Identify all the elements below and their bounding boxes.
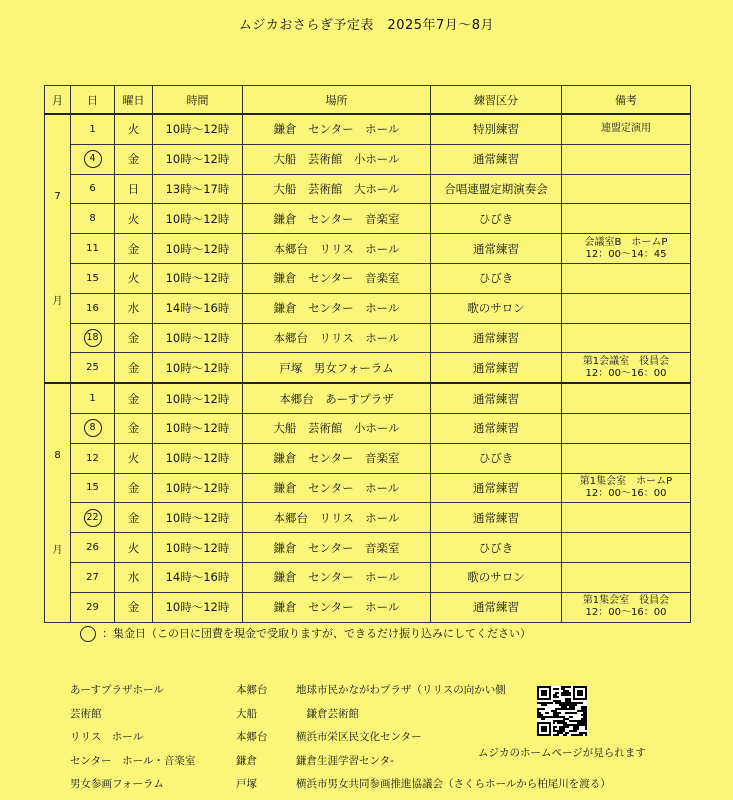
day-cell	[71, 293, 115, 323]
type-cell: 通常練習	[431, 234, 562, 264]
day-cell	[71, 383, 115, 413]
header-month: 月	[45, 86, 71, 115]
place-cell: 鎌倉 センター 音楽室	[243, 533, 431, 563]
table-row	[45, 323, 691, 353]
venue-address: 地球市民かながわプラザ（リリスの向かい側	[296, 684, 506, 696]
table-row	[45, 413, 691, 443]
place-cell: 鎌倉 センター ホール	[243, 293, 431, 323]
weekday-cell: 火	[115, 533, 153, 563]
weekday-cell: 金	[115, 353, 153, 383]
time-cell: 13時～17時	[153, 174, 243, 204]
place-cell: 戸塚 男女フォーラム	[243, 353, 431, 383]
note-cell	[562, 383, 691, 413]
weekday-cell: 金	[115, 144, 153, 174]
day-number: 8	[89, 213, 96, 225]
table-row	[45, 562, 691, 592]
note-line: 第1会議室 役員会	[582, 355, 670, 367]
note-cell	[562, 592, 691, 622]
note-cell	[562, 473, 691, 503]
type-cell: 通常練習	[431, 383, 562, 413]
type-cell: ひびき	[431, 533, 562, 563]
venue-name: 芸術館	[70, 707, 102, 720]
weekday-cell: 金	[115, 234, 153, 264]
venue-name: センター ホール・音楽室	[70, 754, 196, 767]
venue-name: 男女参画フォーラム	[70, 778, 164, 790]
note-cell	[562, 204, 691, 234]
note-cell	[562, 263, 691, 293]
month-unit: 月	[52, 544, 63, 556]
day-cell	[71, 234, 115, 264]
day-number: 27	[86, 571, 99, 583]
weekday-cell: 金	[115, 383, 153, 413]
collection-day-circle-icon	[80, 626, 96, 642]
place-cell: 本郷台 リリス ホール	[243, 323, 431, 353]
day-number: 15	[86, 482, 99, 494]
venue-address: 鎌倉芸術館	[296, 707, 359, 720]
type-cell: 歌のサロン	[431, 293, 562, 323]
day-circled: 18	[84, 329, 102, 347]
place-cell: 本郷台 リリス ホール	[243, 234, 431, 264]
venue-area: 本郷台	[236, 684, 268, 696]
header-place: 場所	[243, 86, 431, 115]
table-row	[45, 144, 691, 174]
type-cell: ひびき	[431, 263, 562, 293]
note-cell	[562, 413, 691, 443]
table-row	[45, 503, 691, 533]
place-cell: 鎌倉 センター 音楽室	[243, 263, 431, 293]
schedule-table	[44, 85, 691, 623]
type-cell: 通常練習	[431, 323, 562, 353]
weekday-cell: 水	[115, 293, 153, 323]
day-cell	[71, 353, 115, 383]
venue-address: 鎌倉生涯学習センタ-	[296, 754, 394, 767]
legend-text: ：集金日（この日に団費を現金で受取りますが、できるだけ振り込みにしてください）	[102, 627, 531, 640]
type-cell: ひびき	[431, 204, 562, 234]
weekday-cell: 水	[115, 562, 153, 592]
month-cell	[45, 383, 71, 622]
day-number: 1	[89, 123, 96, 135]
place-cell: 鎌倉 センター ホール	[243, 473, 431, 503]
table-row	[45, 443, 691, 473]
venue-address: 横浜市栄区民文化センター	[296, 731, 422, 743]
weekday-cell: 金	[115, 503, 153, 533]
place-cell: 鎌倉 センター ホール	[243, 114, 431, 144]
header-weekday: 曜日	[115, 86, 153, 115]
day-circled: 8	[84, 419, 102, 437]
note-cell	[562, 353, 691, 383]
time-cell: 10時～12時	[153, 234, 243, 264]
day-circled: 22	[84, 509, 102, 527]
place-cell: 大船 芸術館 小ホール	[243, 413, 431, 443]
weekday-cell: 火	[115, 263, 153, 293]
day-number: 12	[86, 452, 99, 464]
schedule-body	[45, 114, 691, 622]
note-cell	[562, 144, 691, 174]
note-cell	[562, 293, 691, 323]
place-cell: 鎌倉 センター 音楽室	[243, 443, 431, 473]
page-title: ムジカおさらぎ予定表 2025年7月～8月	[238, 18, 495, 33]
place-cell: 本郷台 あーすプラザ	[243, 383, 431, 413]
weekday-cell: 金	[115, 473, 153, 503]
type-cell: 合唱連盟定期演奏会	[431, 174, 562, 204]
venue-area: 大船	[236, 707, 257, 720]
venue-name: あーすプラザホール	[70, 684, 164, 696]
day-cell	[71, 533, 115, 563]
time-cell: 14時～16時	[153, 293, 243, 323]
day-cell	[71, 204, 115, 234]
venue-area: 鎌倉	[236, 754, 257, 767]
place-cell: 鎌倉 センター ホール	[243, 592, 431, 622]
day-circled: 4	[84, 150, 102, 168]
day-number: 16	[86, 302, 99, 314]
weekday-cell: 火	[115, 114, 153, 144]
day-cell	[71, 114, 115, 144]
month-number: 7	[54, 190, 61, 202]
day-number: 26	[86, 542, 99, 554]
weekday-cell: 日	[115, 174, 153, 204]
note-cell	[562, 114, 691, 144]
note-line: 12：00～16：00	[585, 607, 667, 619]
time-cell: 10時～12時	[153, 443, 243, 473]
type-cell: 通常練習	[431, 503, 562, 533]
note-line: 12：00～16：00	[585, 367, 667, 379]
time-cell: 10時～12時	[153, 323, 243, 353]
note-line: 12：00～16：00	[585, 487, 667, 499]
weekday-cell: 火	[115, 443, 153, 473]
header-day: 日	[71, 86, 115, 115]
day-number: 1	[89, 393, 96, 405]
time-cell: 10時～12時	[153, 204, 243, 234]
time-cell: 10時～12時	[153, 353, 243, 383]
time-cell: 10時～12時	[153, 263, 243, 293]
table-row	[45, 174, 691, 204]
weekday-cell: 金	[115, 323, 153, 353]
note-line: 12：00～14：45	[585, 248, 667, 260]
table-row	[45, 592, 691, 622]
day-number: 25	[86, 362, 99, 374]
note-cell	[562, 323, 691, 353]
place-cell: 大船 芸術館 小ホール	[243, 144, 431, 174]
legend	[80, 625, 531, 642]
table-row	[45, 353, 691, 383]
time-cell: 10時～12時	[153, 114, 243, 144]
table-row	[45, 263, 691, 293]
type-cell: 歌のサロン	[431, 562, 562, 592]
day-number: 11	[86, 243, 99, 255]
time-cell: 10時～12時	[153, 144, 243, 174]
month-number: 8	[54, 449, 61, 461]
venue-area: 本郷台	[236, 731, 268, 743]
type-cell: 通常練習	[431, 353, 562, 383]
place-cell: 大船 芸術館 大ホール	[243, 174, 431, 204]
type-cell: ひびき	[431, 443, 562, 473]
day-cell	[71, 443, 115, 473]
weekday-cell: 火	[115, 204, 153, 234]
note-line: 連盟定演用	[601, 123, 651, 135]
note-line: 第1集会室 役員会	[582, 595, 670, 607]
day-number: 15	[86, 272, 99, 284]
qr-code-icon	[537, 686, 587, 736]
note-cell	[562, 443, 691, 473]
day-number: 6	[89, 183, 96, 195]
venue-area: 戸塚	[236, 778, 257, 790]
place-cell: 鎌倉 センター 音楽室	[243, 204, 431, 234]
type-cell: 通常練習	[431, 592, 562, 622]
type-cell: 通常練習	[431, 144, 562, 174]
day-cell	[71, 562, 115, 592]
time-cell: 10時～12時	[153, 413, 243, 443]
time-cell: 10時～12時	[153, 503, 243, 533]
time-cell: 10時～12時	[153, 533, 243, 563]
table-row	[45, 114, 691, 144]
type-cell: 通常練習	[431, 413, 562, 443]
table-row	[45, 473, 691, 503]
header-note: 備考	[562, 86, 691, 115]
month-unit: 月	[52, 295, 63, 307]
time-cell: 14時～16時	[153, 562, 243, 592]
note-cell	[562, 533, 691, 563]
type-cell: 特別練習	[431, 114, 562, 144]
type-cell: 通常練習	[431, 473, 562, 503]
month-cell	[45, 114, 71, 383]
day-cell	[71, 144, 115, 174]
note-line: 会議室B ホームP	[584, 236, 668, 248]
table-row	[45, 234, 691, 264]
header-type: 練習区分	[431, 86, 562, 115]
weekday-cell: 金	[115, 592, 153, 622]
day-cell	[71, 503, 115, 533]
table-row	[45, 204, 691, 234]
day-cell	[71, 174, 115, 204]
time-cell: 10時～12時	[153, 473, 243, 503]
time-cell: 10時～12時	[153, 383, 243, 413]
venue-address: 横浜市男女共同参画推進協議会（さくらホールから柏尾川を渡る）	[296, 778, 611, 790]
day-cell	[71, 323, 115, 353]
note-line: 第1集会室 ホームP	[579, 475, 673, 487]
note-cell	[562, 503, 691, 533]
header-row	[45, 86, 691, 115]
time-cell: 10時～12時	[153, 592, 243, 622]
note-cell	[562, 562, 691, 592]
table-row	[45, 383, 691, 413]
venue-name: リリス ホール	[70, 731, 144, 743]
note-cell	[562, 174, 691, 204]
table-row	[45, 533, 691, 563]
day-cell	[71, 473, 115, 503]
note-cell	[562, 234, 691, 264]
homepage-note: ムジカのホームページが見られます	[478, 747, 646, 759]
header-time: 時間	[153, 86, 243, 115]
table-row	[45, 293, 691, 323]
day-number: 29	[86, 601, 99, 613]
place-cell: 本郷台 リリス ホール	[243, 503, 431, 533]
place-cell: 鎌倉 センター ホール	[243, 562, 431, 592]
day-cell	[71, 263, 115, 293]
day-cell	[71, 413, 115, 443]
weekday-cell: 金	[115, 413, 153, 443]
day-cell	[71, 592, 115, 622]
